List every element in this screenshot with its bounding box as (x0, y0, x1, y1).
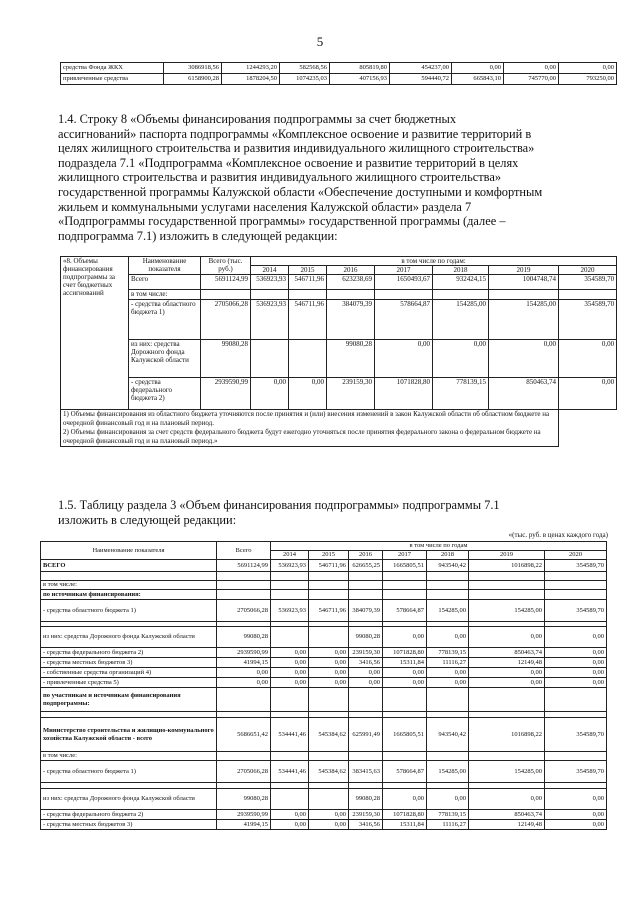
cell-value: 0,00 (271, 648, 309, 658)
year-header: 2019 (489, 266, 559, 275)
row-label: «8. Объемы финансирования подпрограммы за счет бюджетных ассигнований (61, 257, 129, 410)
year-header: 2015 (289, 266, 327, 275)
row-name: Министерство строительства и жилищно-коммунального хозяйства Калужской области - всего (41, 718, 217, 752)
para-line: жильем и коммунальными услугами населения Калужской области» раздела 7 (58, 199, 472, 214)
row-total: 5686651,42 (217, 718, 271, 752)
row-name: - собственные средства организаций 4) (41, 668, 217, 678)
cell-value: 0,00 (469, 789, 545, 810)
cell-value: 534441,46 (271, 761, 309, 783)
cell-value (271, 688, 309, 712)
cell-value (251, 290, 289, 300)
cell-value (469, 752, 545, 761)
page-number: 5 (316, 34, 324, 49)
cell-value: 12149,48 (469, 658, 545, 668)
cell-value (545, 752, 607, 761)
table-row (61, 378, 617, 410)
cell-value: 578664,87 (383, 761, 427, 783)
cell-value (559, 290, 617, 300)
cell-value: 745770,00 (504, 74, 559, 85)
year-header: 2019 (469, 551, 545, 560)
row-total (201, 290, 251, 300)
cell-value: 0,00 (271, 810, 309, 820)
cell-value (469, 688, 545, 712)
cell-value: 0,00 (427, 789, 469, 810)
cell-value: 154285,00 (433, 300, 489, 340)
cell-value (545, 572, 607, 581)
cell-value: 1071828,80 (383, 648, 427, 658)
cell-value: 1244293,20 (222, 63, 280, 74)
cell-value: 0,00 (251, 378, 289, 410)
year-header: 2017 (375, 266, 433, 275)
row-name: Всего (129, 275, 201, 290)
cell-value (349, 590, 383, 600)
row-name: в том числе: (41, 581, 217, 590)
table-row (61, 74, 617, 85)
cell-value: 154285,00 (489, 300, 559, 340)
row-name: - средства областного бюджета 1) (129, 300, 201, 340)
table-row (41, 572, 607, 581)
cell-value: 623238,69 (327, 275, 375, 290)
row-total: 2939590,99 (217, 810, 271, 820)
table-row (41, 627, 607, 648)
cell-value: 154285,00 (469, 761, 545, 783)
cell-value (545, 581, 607, 590)
cell-value (427, 572, 469, 581)
year-header: 2014 (251, 266, 289, 275)
footnote: 1) Объемы финансирования из областного бюджета уточняются после принятия и (или) внесения изменений в закон Калужской области об областном бюджете на очередной финансовый год и на плановый период. (63, 410, 550, 427)
cell-value: 0,00 (271, 658, 309, 668)
cell-value: 3416,56 (349, 820, 383, 830)
cell-value: 0,00 (545, 789, 607, 810)
cell-value (251, 340, 289, 378)
cell-value: 384079,39 (349, 600, 383, 622)
cell-value (545, 590, 607, 600)
cell-value (489, 290, 559, 300)
cell-value: 578664,87 (375, 300, 433, 340)
table-row (41, 752, 607, 761)
row-total: 5691124,99 (201, 275, 251, 290)
table-row (41, 789, 607, 810)
cell-value: 0,00 (309, 658, 349, 668)
cell-value: 0,00 (545, 820, 607, 830)
footnote: 2) Объемы финансирования за счет средств федерального бюджета будут ежегодно уточняться после принятия федерального закона о федеральном бюджете на очередной финансовый год и на плановый период.» (63, 428, 541, 445)
row-name: в том числе: (129, 290, 201, 300)
row-total (217, 572, 271, 581)
cell-value: 0,00 (289, 378, 327, 410)
row-total: 99080,28 (217, 789, 271, 810)
cell-value: 154285,00 (469, 600, 545, 622)
cell-value: 793250,00 (559, 74, 617, 85)
cell-value: 6158900,28 (164, 74, 222, 85)
cell-value: 626655,25 (349, 560, 383, 572)
year-header: 2018 (427, 551, 469, 560)
cell-value: 354589,70 (559, 300, 617, 340)
cell-value: 0,00 (383, 678, 427, 688)
cell-value: 536923,93 (271, 600, 309, 622)
cell-value: 0,00 (427, 668, 469, 678)
col-header-name: Наименование показателя (129, 257, 201, 275)
table-row (41, 648, 607, 658)
cell-value (375, 290, 433, 300)
col-header-total: Всего (тыс. руб.) (201, 257, 251, 275)
cell-value: 407156,93 (330, 74, 390, 85)
row-total: 0,00 (217, 668, 271, 678)
table-row (41, 761, 607, 783)
row-label: привлеченные средства (61, 74, 164, 85)
row-name: - средства областного бюджета 1) (41, 600, 217, 622)
row-total: 99080,28 (217, 627, 271, 648)
row-name: - средства областного бюджета 1) (41, 761, 217, 783)
cell-value: 0,00 (383, 627, 427, 648)
cell-value: 545384,62 (309, 761, 349, 783)
cell-value: 384079,39 (327, 300, 375, 340)
cell-value: 545384,62 (309, 718, 349, 752)
cell-value: 1074235,03 (280, 74, 330, 85)
cell-value (349, 688, 383, 712)
cell-value (309, 627, 349, 648)
cell-value: 354589,70 (545, 600, 607, 622)
row-total: 2939590,99 (201, 378, 251, 410)
row-label: средства Фонда ЖКХ (61, 63, 164, 74)
cell-value: 354589,70 (545, 761, 607, 783)
table-row (41, 600, 607, 622)
para-line: целях жилищного строительства и развития индивидуального жилищного строительства» (58, 141, 535, 156)
cell-value: 0,00 (309, 678, 349, 688)
cell-value: 0,00 (271, 668, 309, 678)
cell-value: 12149,48 (469, 820, 545, 830)
passport-table (60, 256, 617, 447)
para-line: государственной программы Калужской области «Обеспечение доступными и комфортным (58, 184, 543, 199)
cell-value: 239159,30 (327, 378, 375, 410)
cell-value: 0,00 (349, 678, 383, 688)
cell-value: 778139,15 (427, 648, 469, 658)
cell-value: 1016898,22 (469, 560, 545, 572)
cell-value (349, 572, 383, 581)
row-total: 2705066,28 (201, 300, 251, 340)
cell-value (349, 752, 383, 761)
cell-value: 0,00 (309, 810, 349, 820)
table-row (41, 658, 607, 668)
cell-value: 0,00 (469, 627, 545, 648)
cell-value: 534441,46 (271, 718, 309, 752)
cell-value: 625991,49 (349, 718, 383, 752)
cell-value (469, 572, 545, 581)
row-name: - средства местных бюджетов 3) (41, 658, 217, 668)
row-name: - привлеченные средства 5) (41, 678, 217, 688)
cell-value: 383415,63 (349, 761, 383, 783)
cell-value: 0,00 (545, 678, 607, 688)
cell-value (327, 290, 375, 300)
cell-value (469, 581, 545, 590)
table-row (61, 290, 617, 300)
row-name: - средства федерального бюджета 2) (41, 810, 217, 820)
cell-value: 0,00 (559, 63, 617, 74)
cell-value (271, 752, 309, 761)
cell-value (427, 581, 469, 590)
years-header: в том числе по годам (271, 542, 607, 551)
cell-value: 0,00 (545, 627, 607, 648)
cell-value (349, 581, 383, 590)
cell-value: 943540,42 (427, 718, 469, 752)
cell-value (383, 590, 427, 600)
cell-value: 546711,96 (289, 275, 327, 290)
cell-value: 99080,28 (327, 340, 375, 378)
col-header-total: Всего (217, 542, 271, 560)
cell-value: 1071828,80 (383, 810, 427, 820)
table-row (41, 590, 607, 600)
cell-value: 0,00 (504, 63, 559, 74)
cell-value (469, 590, 545, 600)
row-name: по источникам финансирования: (41, 590, 217, 600)
cell-value: 154285,00 (427, 761, 469, 783)
cell-value: 778139,15 (427, 810, 469, 820)
cell-value: 1071828,80 (375, 378, 433, 410)
cell-value: 0,00 (309, 820, 349, 830)
cell-value: 546711,96 (309, 600, 349, 622)
cell-value (383, 572, 427, 581)
top-funding-table (60, 62, 617, 85)
year-header: 2017 (383, 551, 427, 560)
cell-value: 546711,96 (289, 300, 327, 340)
cell-value: 932424,15 (433, 275, 489, 290)
year-header: 2018 (433, 266, 489, 275)
table-row (41, 678, 607, 688)
cell-value: 1004748,74 (489, 275, 559, 290)
cell-value: 0,00 (545, 658, 607, 668)
row-total: 41994,15 (217, 820, 271, 830)
financing-table (40, 541, 607, 830)
row-total: 99080,28 (201, 340, 251, 378)
cell-value (427, 752, 469, 761)
cell-value (309, 572, 349, 581)
cell-value: 0,00 (489, 340, 559, 378)
cell-value (289, 290, 327, 300)
cell-value: 3086918,56 (164, 63, 222, 74)
cell-value (383, 581, 427, 590)
table-row (61, 340, 617, 378)
row-name (41, 572, 217, 581)
cell-value (309, 581, 349, 590)
cell-value: 0,00 (309, 668, 349, 678)
row-total (217, 752, 271, 761)
cell-value: 0,00 (469, 668, 545, 678)
para-line: 1.5. Таблицу раздела 3 «Объем финансирования подпрограммы» подпрограммы 7.1 (58, 498, 500, 512)
cell-value: 1650493,67 (375, 275, 433, 290)
row-total (217, 581, 271, 590)
cell-value: 99080,28 (349, 789, 383, 810)
year-header: 2016 (349, 551, 383, 560)
cell-value: 11116,27 (427, 658, 469, 668)
cell-value: 1665805,51 (383, 718, 427, 752)
cell-value: 665843,10 (452, 74, 504, 85)
row-total: 2705066,28 (217, 600, 271, 622)
para-line: изложить в следующей редакции: (58, 512, 237, 527)
cell-value (289, 340, 327, 378)
cell-value (271, 572, 309, 581)
cell-value: 1016898,22 (469, 718, 545, 752)
year-header: 2014 (271, 551, 309, 560)
paragraph-1-4 (58, 112, 614, 243)
year-header: 2020 (559, 266, 617, 275)
header-row (41, 542, 607, 551)
cell-value: 0,00 (271, 820, 309, 830)
table-row (41, 810, 607, 820)
cell-value: 0,00 (559, 378, 617, 410)
cell-value: 0,00 (545, 648, 607, 658)
cell-value (427, 688, 469, 712)
cell-value: 778139,15 (433, 378, 489, 410)
para-line: 1.4. Строку 8 «Объемы финансирования подпрограммы за счет бюджетных (58, 112, 457, 126)
cell-value: 0,00 (545, 810, 607, 820)
table-row (41, 581, 607, 590)
cell-value: 546711,96 (309, 560, 349, 572)
cell-value (309, 789, 349, 810)
row-total: 41994,15 (217, 658, 271, 668)
table-row (41, 560, 607, 572)
cell-value: 99080,28 (349, 627, 383, 648)
cell-value: 578664,87 (383, 600, 427, 622)
cell-value (427, 590, 469, 600)
cell-value: 536923,93 (251, 275, 289, 290)
notes-cell (61, 410, 559, 447)
cell-value (309, 590, 349, 600)
cell-value (309, 688, 349, 712)
cell-value: 536923,93 (251, 300, 289, 340)
header-row (61, 257, 617, 266)
cell-value: 3416,56 (349, 658, 383, 668)
cell-value: 239159,30 (349, 648, 383, 658)
cell-value: 354589,70 (559, 275, 617, 290)
cell-value: 805819,80 (330, 63, 390, 74)
cell-value (309, 752, 349, 761)
table-row (61, 63, 617, 74)
cell-value (545, 688, 607, 712)
cell-value: 0,00 (559, 340, 617, 378)
cell-value: 536923,93 (271, 560, 309, 572)
cell-value: 850463,74 (469, 810, 545, 820)
table-row (41, 820, 607, 830)
row-total: 0,00 (217, 678, 271, 688)
row-name: ВСЕГО (41, 560, 217, 572)
cell-value: 0,00 (375, 340, 433, 378)
paragraph-1-5 (58, 498, 614, 527)
row-total (217, 688, 271, 712)
cell-value: 0,00 (427, 627, 469, 648)
row-name: из них: средства Дорожного фонда Калужской области (41, 789, 217, 810)
years-header: в том числе по годам: (251, 257, 617, 266)
cell-value: 0,00 (349, 668, 383, 678)
cell-value: 594440,72 (390, 74, 452, 85)
row-total: 5691124,99 (217, 560, 271, 572)
table-row (41, 718, 607, 752)
cell-value: 0,00 (427, 678, 469, 688)
cell-value: 454237,00 (390, 63, 452, 74)
cell-value (271, 789, 309, 810)
cell-value: 0,00 (433, 340, 489, 378)
cell-value: 0,00 (271, 678, 309, 688)
cell-value: 239159,30 (349, 810, 383, 820)
row-name: из них: средства Дорожного фонда Калужской области (41, 627, 217, 648)
table-row (61, 300, 617, 340)
cell-value: 15311,84 (383, 658, 427, 668)
row-name: - средства федерального бюджета 2) (41, 648, 217, 658)
col-header-name: Наименование показателя (41, 542, 217, 560)
cell-value: 943540,42 (427, 560, 469, 572)
table-row (41, 688, 607, 712)
cell-value: 0,00 (383, 668, 427, 678)
row-total: 2705066,28 (217, 761, 271, 783)
cell-value: 154285,00 (427, 600, 469, 622)
row-name: из них: средства Дорожного фонда Калужской области (129, 340, 201, 378)
row-name: по участникам и источникам финансирования подпрограммы: (41, 688, 217, 712)
cell-value: 0,00 (545, 668, 607, 678)
cell-value: 0,00 (309, 648, 349, 658)
cell-value: 850463,74 (469, 648, 545, 658)
para-line: «Подпрограммы государственной программы» государственной программы (далее – (58, 214, 506, 229)
para-line: жилищного строительства и развития индивидуального жилищного строительства» (58, 170, 502, 185)
cell-value: 582568,56 (280, 63, 330, 74)
cell-value (433, 290, 489, 300)
cell-value: 354589,70 (545, 718, 607, 752)
cell-value (383, 752, 427, 761)
cell-value: 15311,84 (383, 820, 427, 830)
para-line: ассигнований» паспорта подпрограммы «Комплексное освоение и развитие территорий в (58, 126, 532, 141)
cell-value: 1878204,50 (222, 74, 280, 85)
cell-value: 1665805,51 (383, 560, 427, 572)
para-line: подпрограмма 7.1) изложить в следующей редакции: (58, 228, 338, 243)
row-name: в том числе: (41, 752, 217, 761)
row-total (217, 590, 271, 600)
year-header: 2016 (327, 266, 375, 275)
cell-value: 0,00 (383, 789, 427, 810)
notes-row (61, 410, 617, 447)
row-name: - средства федерального бюджета 2) (129, 378, 201, 410)
cell-value: 11116,27 (427, 820, 469, 830)
units-note: «(тыс. руб. в ценах каждого года) (508, 531, 608, 539)
row-total: 2939590,99 (217, 648, 271, 658)
cell-value: 850463,74 (489, 378, 559, 410)
table-row (61, 275, 617, 290)
row-name: - средства местных бюджетов 3) (41, 820, 217, 830)
year-header: 2020 (545, 551, 607, 560)
cell-value: 0,00 (452, 63, 504, 74)
para-line: подраздела 7.1 «Подпрограмма «Комплексное освоение и развитие территорий в целях (58, 155, 519, 170)
cell-value: 354589,70 (545, 560, 607, 572)
cell-value (271, 590, 309, 600)
cell-value (271, 581, 309, 590)
cell-value (271, 627, 309, 648)
cell-value: 0,00 (469, 678, 545, 688)
cell-value (383, 688, 427, 712)
table-row (41, 668, 607, 678)
year-header: 2015 (309, 551, 349, 560)
